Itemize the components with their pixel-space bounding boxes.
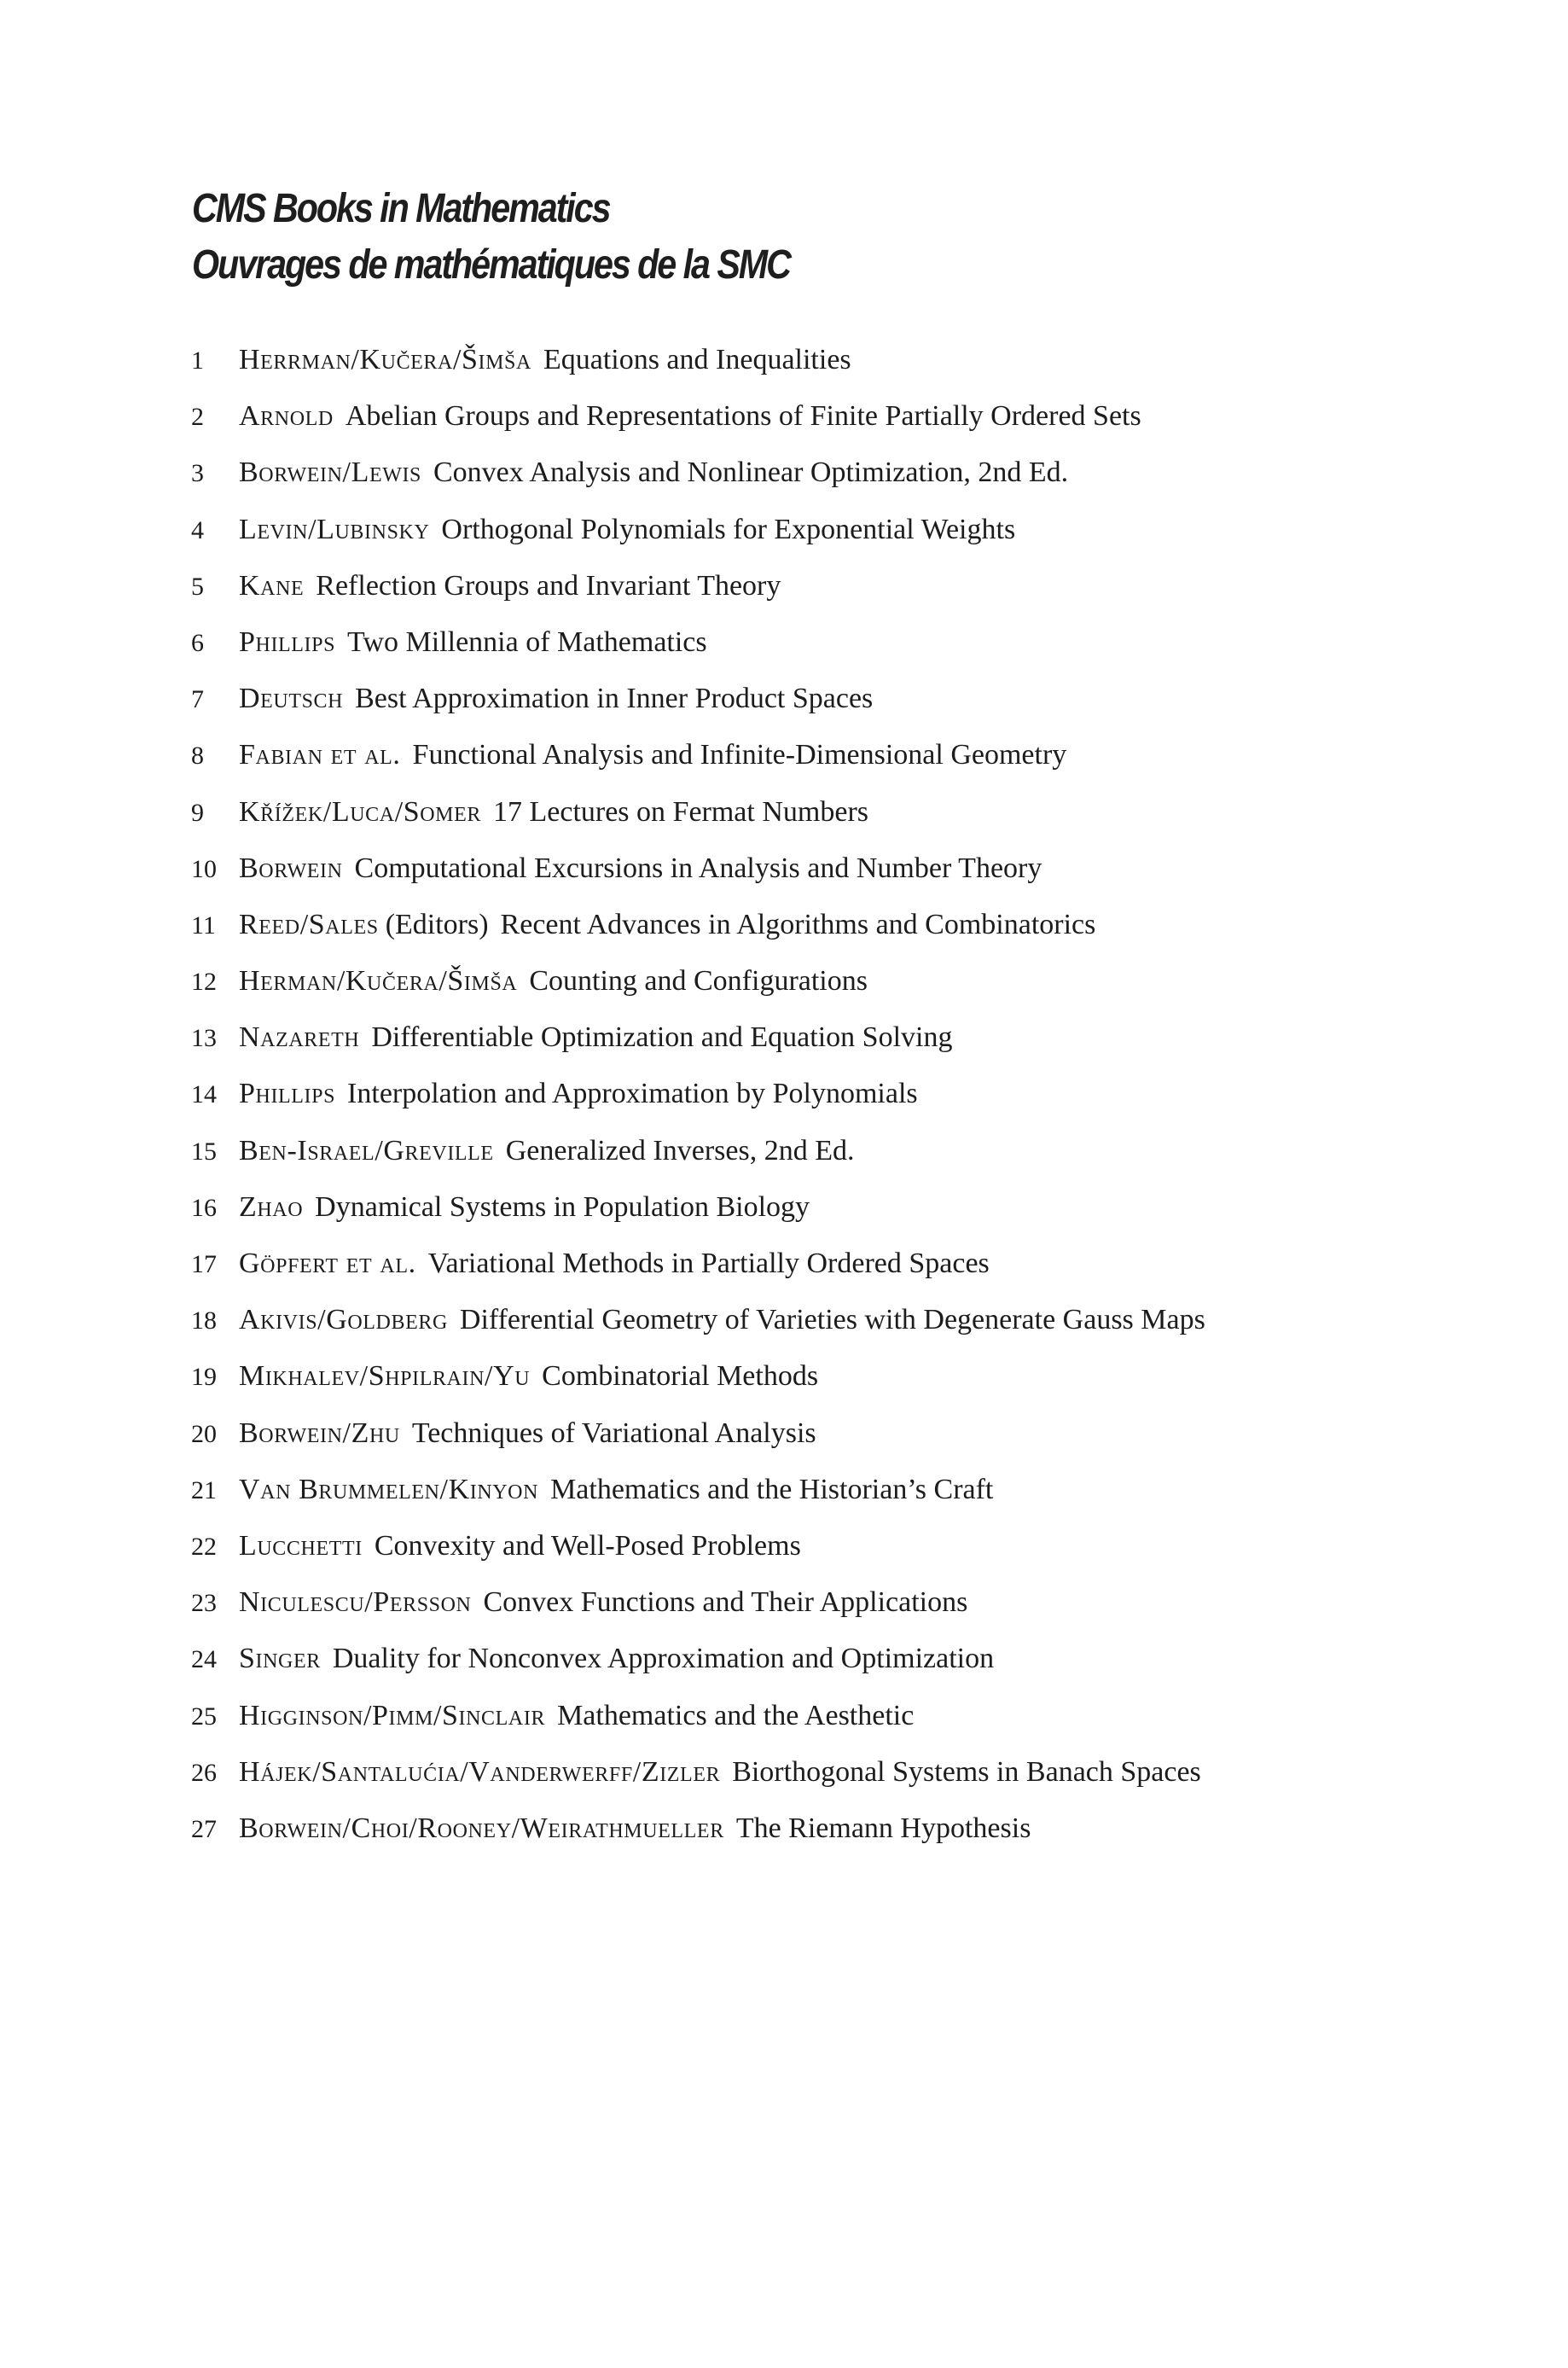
book-list-item (191, 1185, 1205, 1242)
book-number: 6 (191, 628, 204, 657)
book-title: Mathematics and the Aesthetic (557, 1699, 915, 1731)
book-title: The Riemann Hypothesis (735, 1812, 1031, 1844)
book-authors: Phillips (239, 625, 336, 658)
book-title: Duality for Nonconvex Approximation and Optimization (332, 1643, 995, 1675)
book-number: 4 (191, 515, 204, 544)
book-title: Abelian Groups and Representations of Finite Partially Ordered Sets (345, 400, 1141, 433)
book-number: 23 (191, 1589, 217, 1618)
book-title: Reflection Groups and Invariant Theory (316, 569, 781, 602)
book-title: Variational Methods in Partially Ordered Spaces (427, 1248, 990, 1279)
book-list-item (191, 1411, 1205, 1468)
book-number: 1 (191, 346, 204, 375)
book-title: Generalized Inverses, 2nd Ed. (505, 1134, 855, 1167)
series-title (192, 181, 790, 294)
book-number: 18 (191, 1306, 217, 1335)
book-authors: Deutsch (239, 683, 344, 715)
book-list-item (191, 508, 1205, 564)
book-authors: Hájek/Santalućia/Vanderwerff/Zizler (239, 1755, 721, 1788)
book-list-item (191, 1129, 1205, 1185)
book-authors: Křížek/Luca/Somer (239, 795, 481, 828)
book-list-item (191, 1072, 1205, 1128)
book-title: Recent Advances in Algorithms and Combinatorics (500, 908, 1096, 940)
book-number: 17 (191, 1250, 217, 1278)
book-list-item (191, 847, 1205, 903)
book-number: 27 (191, 1814, 217, 1843)
book-list-item (191, 959, 1205, 1015)
book-number: 25 (191, 1702, 217, 1731)
book-list-item (191, 1468, 1205, 1524)
book-number: 2 (191, 403, 204, 432)
book-number: 10 (191, 854, 217, 883)
book-title: Differential Geometry of Varieties with Degenerate Gauss Maps (459, 1304, 1205, 1336)
book-list-item (191, 677, 1205, 733)
book-authors: Herman/Kučera/Šimša (239, 965, 518, 998)
book-list-item (191, 790, 1205, 847)
book-editors-note: (Editors) (385, 908, 489, 940)
book-list-item (191, 1354, 1205, 1411)
book-title: Two Millennia of Mathematics (347, 625, 707, 658)
book-list-item (191, 1637, 1205, 1693)
book-number: 3 (191, 459, 204, 488)
book-title: Convex Analysis and Nonlinear Optimization, 2nd Ed. (433, 457, 1069, 489)
book-number: 19 (191, 1363, 217, 1392)
book-authors: Borwein/Lewis (239, 457, 421, 489)
book-title: Computational Excursions in Analysis and Number Theory (354, 852, 1042, 884)
book-list-item (191, 1015, 1205, 1072)
book-authors: Phillips (239, 1078, 336, 1110)
book-authors: Zhao (239, 1190, 304, 1223)
book-number: 12 (191, 968, 217, 997)
book-number: 14 (191, 1080, 217, 1109)
book-authors: Nazareth (239, 1021, 360, 1054)
book-authors: Borwein (239, 852, 343, 884)
book-list (191, 338, 1205, 1863)
book-list-item (191, 620, 1205, 677)
book-list-item (191, 733, 1205, 789)
book-number: 15 (191, 1137, 217, 1166)
book-number: 26 (191, 1758, 217, 1787)
book-list-item (191, 1807, 1205, 1863)
book-title: Orthogonal Polynomials for Exponential Weights (441, 513, 1016, 545)
book-title: Dynamical Systems in Population Biology (315, 1190, 810, 1223)
book-title: Combinatorial Methods (542, 1360, 819, 1393)
book-authors: Niculescu/Persson (239, 1586, 472, 1619)
book-title: Convexity and Well-Posed Problems (374, 1529, 801, 1562)
series-title-french: Ouvrages de mathématiques de la SMC (192, 242, 790, 288)
book-number: 13 (191, 1024, 217, 1053)
book-authors: Reed/Sales (239, 908, 379, 940)
book-authors: Arnold (239, 400, 334, 433)
book-authors: Kane (239, 569, 305, 602)
book-authors: Singer (239, 1643, 321, 1675)
book-number: 7 (191, 685, 204, 714)
book-authors: Borwein/Zhu (239, 1417, 400, 1449)
book-authors: Mikhalev/Shpilrain/Yu (239, 1360, 531, 1393)
book-list-item (191, 1298, 1205, 1354)
book-list-item (191, 1750, 1205, 1807)
book-title: Biorthogonal Systems in Banach Spaces (732, 1755, 1201, 1788)
book-list-item (191, 1694, 1205, 1750)
book-title: Techniques of Variational Analysis (411, 1417, 816, 1449)
book-list-item (191, 1242, 1205, 1298)
book-list-item (191, 1524, 1205, 1580)
book-number: 11 (191, 911, 216, 940)
book-authors: Göpfert et al. (239, 1248, 416, 1279)
book-list-item (191, 394, 1205, 451)
book-authors: Borwein/Choi/Rooney/Weirathmueller (239, 1812, 724, 1844)
book-list-item (191, 903, 1205, 959)
book-authors: Lucchetti (239, 1529, 363, 1562)
book-list-item (191, 338, 1205, 394)
book-authors: Van Brummelen/Kinyon (239, 1473, 539, 1505)
book-title: Counting and Configurations (529, 965, 868, 998)
series-title-english: CMS Books in Mathematics (192, 186, 610, 231)
book-list-item (191, 564, 1205, 620)
book-number: 8 (191, 742, 204, 771)
book-list-item (191, 451, 1205, 507)
book-authors: Fabian et al. (239, 739, 401, 771)
book-list-item (191, 1580, 1205, 1637)
book-authors: Ben-Israel/Greville (239, 1134, 494, 1167)
book-authors: Herrman/Kučera/Šimša (239, 344, 531, 375)
book-title: 17 Lectures on Fermat Numbers (493, 795, 868, 828)
book-title: Convex Functions and Their Applications (483, 1586, 968, 1619)
book-number: 20 (191, 1419, 217, 1448)
book-number: 24 (191, 1645, 217, 1674)
book-number: 9 (191, 798, 204, 827)
book-number: 22 (191, 1532, 217, 1561)
book-title: Interpolation and Approximation by Polynomials (347, 1078, 918, 1110)
book-number: 5 (191, 572, 204, 601)
book-title: Differentiable Optimization and Equation Solving (371, 1021, 953, 1054)
book-title: Functional Analysis and Infinite-Dimensional Geometry (412, 739, 1067, 771)
book-title: Best Approximation in Inner Product Spaces (355, 683, 874, 715)
book-number: 21 (191, 1475, 217, 1504)
book-authors: Higginson/Pimm/Sinclair (239, 1699, 546, 1731)
book-authors: Levin/Lubinsky (239, 513, 430, 545)
book-authors: Akivis/Goldberg (239, 1304, 448, 1336)
book-title: Mathematics and the Historian’s Craft (550, 1473, 994, 1505)
book-number: 16 (191, 1193, 217, 1222)
book-title: Equations and Inequalities (543, 344, 851, 375)
